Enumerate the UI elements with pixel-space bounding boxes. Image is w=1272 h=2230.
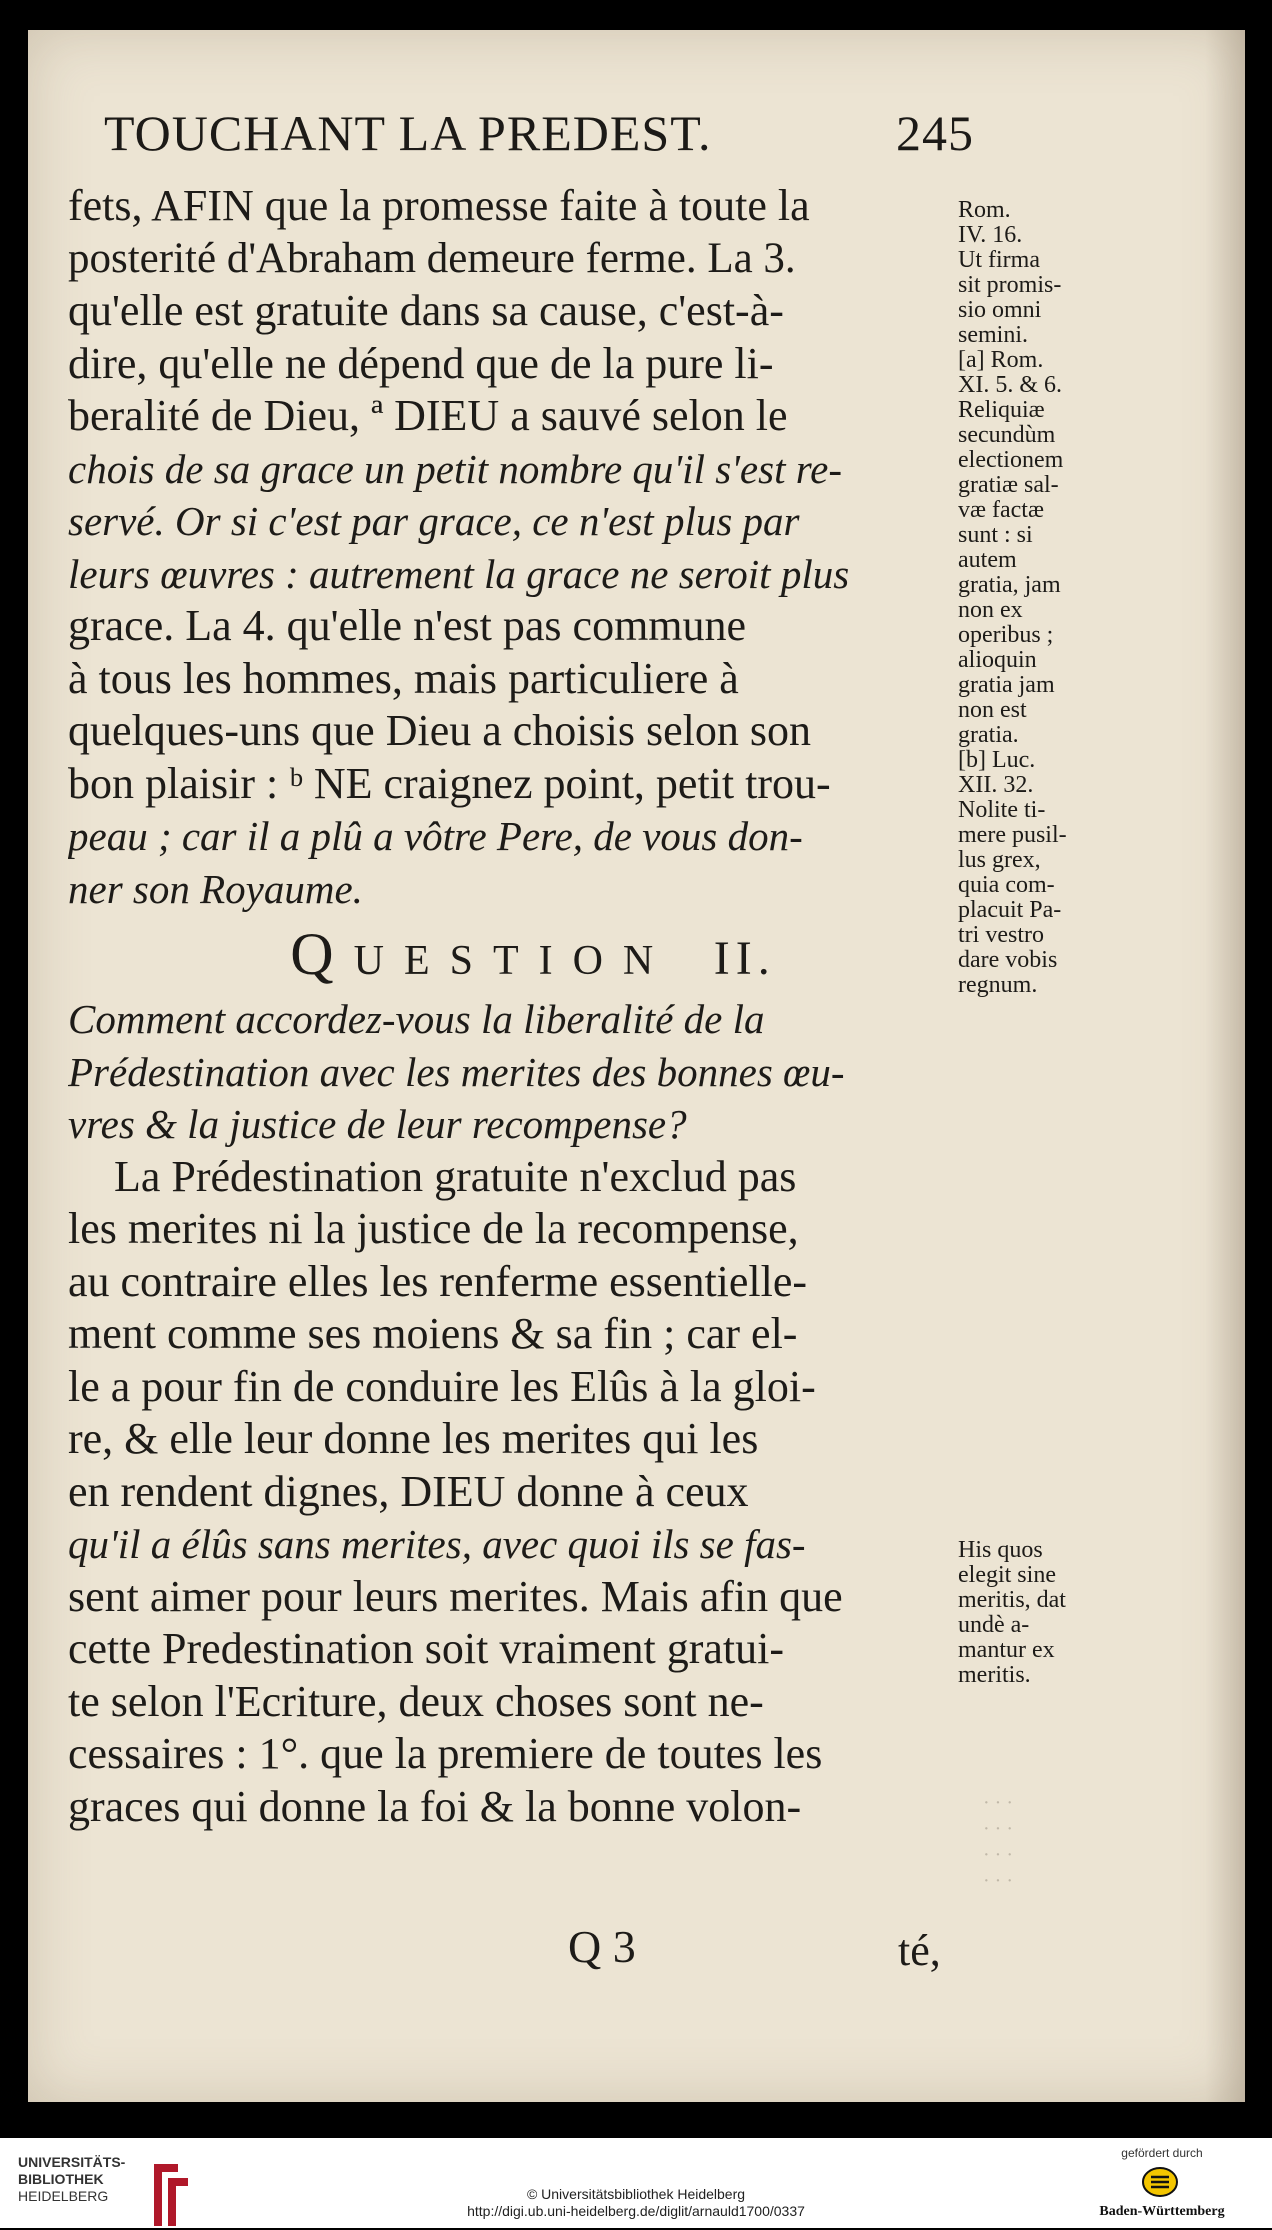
state-crest-icon: [1140, 2166, 1180, 2198]
text-line: te selon l'Ecriture, deux choses sont ne-: [68, 1676, 764, 1726]
copyright-text: © Universitätsbibliothek Heidelberg: [526, 2186, 746, 2202]
text-line: graces qui donne la foi & la bonne volon-: [68, 1781, 802, 1831]
running-head: [104, 104, 974, 174]
question-number: II.: [713, 932, 776, 985]
margin-note-line: XII. 32.: [958, 772, 1034, 798]
margin-note-line: gratia.: [958, 722, 1019, 748]
library-line: BIBLIOTHEK: [18, 2171, 104, 2187]
question-initial: Q: [290, 921, 354, 987]
margin-note-line: IV. 16.: [958, 222, 1023, 248]
library-line: HEIDELBERG: [18, 2188, 109, 2204]
text-line: servé. Or si c'est par grace, ce n'est plus par: [68, 498, 800, 544]
margin-note-line: tri vestro: [958, 922, 1044, 948]
margin-note-line: quia com-: [958, 872, 1055, 898]
margin-note-line: autem: [958, 547, 1017, 573]
margin-note-line: Nolite ti-: [958, 797, 1046, 823]
footer-credits: [0, 2186, 1272, 2220]
margin-note-line: elegit sine: [958, 1562, 1056, 1588]
text-line: les merites ni la justice de la recompense,: [68, 1204, 799, 1253]
question-line: vres & la justice de leur recompense?: [68, 1101, 687, 1147]
text-line: le a pour fin de conduire les Elûs à la gloi-: [68, 1361, 816, 1411]
margin-note-line: non est: [958, 697, 1027, 723]
text-line: au contraire elles les renferme essentielle-: [68, 1256, 808, 1306]
text-line: qu'il a élûs sans merites, avec quoi ils se fas-: [68, 1521, 806, 1567]
margin-note-line: [b] Luc.: [958, 747, 1036, 773]
text-line: posterité d'Abraham demeure ferme. La 3.: [68, 234, 796, 282]
margin-note-line: sunt : si: [958, 522, 1033, 548]
funder-block: [1092, 2146, 1232, 2220]
margin-note-line: gratia, jam: [958, 572, 1061, 598]
text-line: leurs œuvres : autrement la grace ne seroit plus: [68, 550, 850, 597]
text-line: sent aimer pour leurs merites. Mais afin que: [68, 1571, 843, 1621]
text-line: chois de sa grace un petit nombre qu'il s'est re-: [68, 445, 843, 492]
text-line: cette Predestination soit vraiment gratui-: [68, 1624, 785, 1673]
question-line: Comment accordez-vous la liberalité de la: [68, 996, 765, 1042]
margin-note-line: electionem: [958, 447, 1064, 473]
margin-note-line: meritis.: [958, 1662, 1031, 1688]
margin-note-line: placuit Pa-: [958, 897, 1062, 923]
question-line: Prédestination avec les merites des bonnes œu-: [68, 1048, 845, 1095]
text-line: cessaires : 1°. que la premiere de toutes les: [68, 1729, 823, 1778]
text-line: ment comme ses moiens & sa fin ; car el-: [68, 1309, 798, 1358]
margin-note-line: lus grex,: [958, 847, 1041, 873]
margin-note-line: undè a-: [958, 1612, 1030, 1638]
library-line: UNIVERSITÄTS-: [18, 2154, 126, 2170]
question-word: UESTION: [353, 938, 674, 984]
text-line: quelques-uns que Dieu a choisis selon son: [68, 706, 811, 755]
page-number: 245: [896, 105, 974, 161]
margin-note-line: Ut firma: [958, 247, 1040, 273]
funder-name: Baden-Württemberg: [1099, 2204, 1225, 2219]
margin-note-line: alioquin: [958, 647, 1037, 673]
margin-note-line: XI. 5. & 6.: [958, 372, 1062, 398]
book-page: [28, 30, 1245, 2102]
margin-note-line: [a] Rom.: [958, 347, 1044, 373]
text-line: bon plaisir : ᵇ NE craignez point, petit trou-: [68, 758, 831, 808]
margin-note-line: mantur ex: [958, 1637, 1055, 1663]
text-line: ner son Royaume.: [68, 865, 363, 912]
text-line: dire, qu'elle ne dépend que de la pure li-: [68, 338, 774, 388]
margin-note-line: operibus ;: [958, 622, 1054, 648]
margin-note-line: non ex: [958, 597, 1023, 623]
main-text-column: [68, 180, 958, 1833]
text-line: peau ; car il a plû a vôtre Pere, de vous don-: [68, 813, 803, 859]
margin-note-line: secundùm: [958, 422, 1056, 448]
text-line: re, & elle leur donne les merites qui les: [68, 1414, 759, 1463]
margin-note-2: [958, 1538, 1118, 1688]
margin-note-line: gratiæ sal-: [958, 472, 1059, 498]
margin-note-line: regnum.: [958, 972, 1038, 998]
text-line: La Prédestination gratuite n'exclud pas: [114, 1151, 797, 1201]
margin-note-line: gratia jam: [958, 672, 1055, 698]
text-line: beralité de Dieu, ª DIEU a sauvé selon le: [68, 391, 788, 440]
catchword: té,: [898, 1926, 941, 1975]
margin-note-line: sit promis-: [958, 272, 1062, 298]
footer-bar: [0, 2138, 1272, 2228]
margin-note-line: sio omni: [958, 297, 1042, 323]
question-heading: [68, 915, 958, 993]
margin-note-line: meritis, dat: [958, 1587, 1066, 1613]
text-line: grace. La 4. qu'elle n'est pas commune: [68, 601, 747, 650]
source-url-link[interactable]: http://digi.ub.uni-heidelberg.de/diglit/arnauld1700/0337: [467, 2203, 805, 2219]
margin-note-line: dare vobis: [958, 947, 1058, 973]
margin-note-1: [958, 198, 1118, 998]
funded-by-label: gefördert durch: [1121, 2146, 1203, 2160]
running-head-title: TOUCHANT LA PREDEST.: [104, 105, 712, 161]
margin-note-line: semini.: [958, 322, 1028, 348]
bleed-through-text: · · · · · · · · · · · ·: [983, 1792, 1013, 1892]
margin-note-line: væ factæ: [958, 497, 1044, 523]
text-line: en rendent dignes, DIEU donne à ceux: [68, 1466, 749, 1516]
text-line: fets, AFIN que la promesse faite à toute la: [68, 181, 810, 230]
margin-note-line: His quos: [958, 1537, 1043, 1563]
text-line: qu'elle est gratuite dans sa cause, c'est-à-: [68, 286, 784, 335]
text-line: à tous les hommes, mais particuliere à: [68, 653, 739, 703]
margin-note-line: Rom.: [958, 197, 1011, 223]
margin-note-line: mere pusil-: [958, 822, 1067, 848]
signature-mark: Q 3: [568, 1921, 636, 1972]
margin-note-line: Reliquiæ: [958, 397, 1045, 423]
